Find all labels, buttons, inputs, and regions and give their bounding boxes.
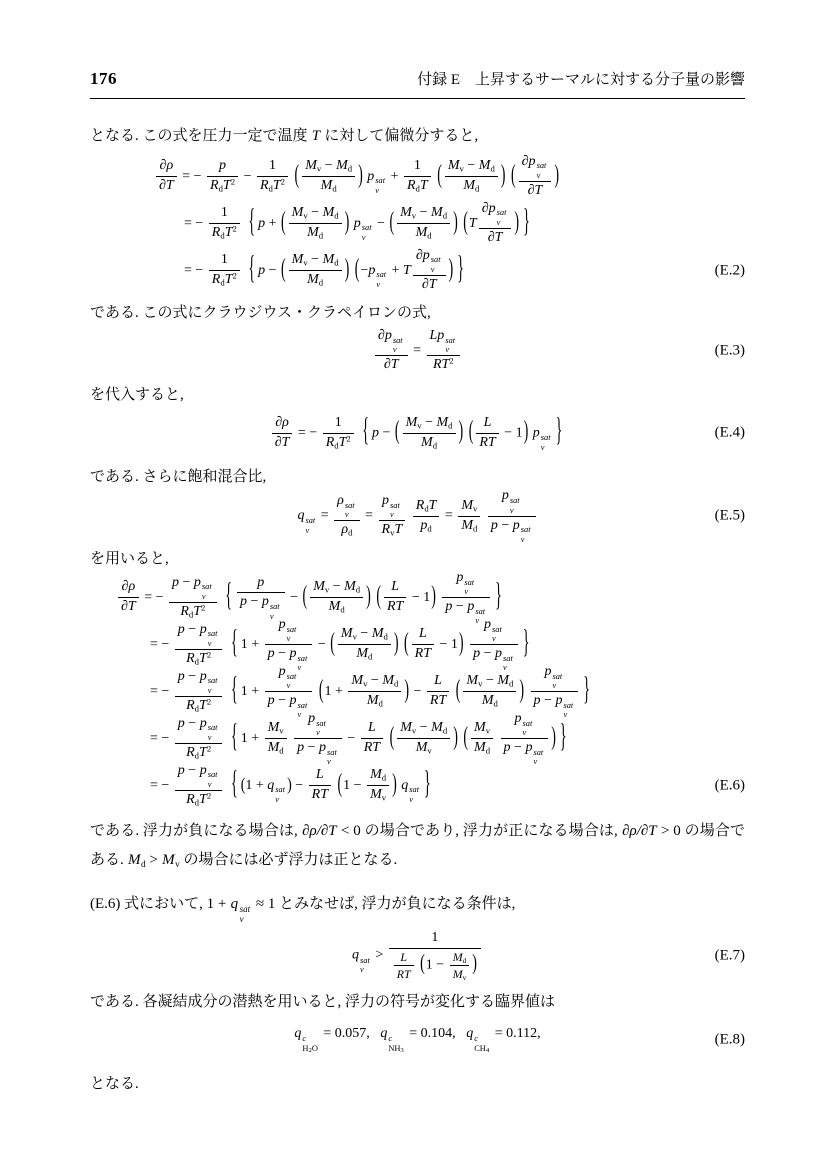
equation-e6-line-2: = − p − p sat v $R_dT^2$ { 1 + p sat v p − p sat v − ( $\frac{M_v - M_d}{M_d}$ ) ( $\frac{L}{RT}$ − 1) p sat v p − p sat v } xyxy=(150,616,530,673)
equation-tag-e6: (E.6) xyxy=(714,777,745,793)
equation-tag-e5: (E.5) xyxy=(714,507,745,524)
equation-e8: q c $H_2O$ = 0.057, q c $NH_3$ = 0.104, q c $CH_4$ = 0.112, (E.8) xyxy=(294,1026,745,1054)
running-head: 付録 E 上昇するサーマルに対する分子量の影響 xyxy=(417,72,745,88)
paragraph-7: (E.6) 式において, 1 + q sat v ≈ 1 とみなせば, 浮力が負になる条件は, xyxy=(90,896,516,925)
equation-e2-line-3: = − 1 $R_dT^2$ { p − ( $\frac{M_v - M_d}{M_d}$ ) (−p sat v + T ∂p sat v ∂T ) } (E.2) xyxy=(184,247,745,292)
paragraph-6: である. 浮力が負になる場合は, ∂ρ/∂T < 0 の場合であり, 浮力が正になる場合は, ∂ρ/∂T > 0 の場合である. $M_d > M_v$ の場合には必ず浮力は正となる. xyxy=(90,823,745,870)
equation-tag-e3: (E.3) xyxy=(714,342,745,359)
paragraph-1: となる. この式を圧力一定で温度 T に対して偏微分すると, xyxy=(90,128,479,144)
equation-e5: q sat v = ρ sat v $\rho_d$ = p sat v $R_vT$ $R_dT$ $p_d$ = $\frac{M_v}{M_d}$ p sat v p − p sat v (E.5) xyxy=(297,488,745,544)
paragraph-5: を用いると, xyxy=(90,551,169,567)
equation-tag-e8: (E.8) xyxy=(714,1031,745,1048)
page-number: 176 xyxy=(90,69,117,88)
paragraph-4: である. さらに飽和混合比, xyxy=(90,469,267,485)
equation-e6-line-4: = − p − p sat v $R_dT^2$ { 1 + $\frac{M_v}{M_d}$ p sat v p − p sat v − $\frac{L}{RT}$ ( $\frac{M_v - M_d}{M_v}$ ) ( $\frac{M_v}{M_d}$ p sat v p − p sat v ) } xyxy=(150,710,567,767)
equation-e6-line-5: = − p − p sat v $R_dT^2$ { (1 + q sat v ) − $\frac{L}{RT}$ (1 − $\frac{M_d}{M_v}$ ) q sat v } (E.6) xyxy=(150,762,745,808)
paragraph-3: を代入すると, xyxy=(90,387,184,403)
equation-e6-line-3: = − p − p sat v $R_dT^2$ { 1 + p sat v p − p sat v (1 + $\frac{M_v - M_d}{M_d}$ ) − $\frac{L}{RT}$ ( $\frac{M_v - M_d}{M_d}$ ) p sat v p − p sat v } xyxy=(150,663,590,720)
equation-e2 xyxy=(90,153,745,294)
equation-e2-line-2: = − 1 $R_dT^2$ { p + ( $\frac{M_v - M_d}{M_d}$ ) p sat v − ( $\frac{M_v - M_d}{M_d}$ ) (T ∂p sat v ∂T ) } xyxy=(184,200,530,245)
equation-e3: ∂p sat v ∂T = Lp sat v $RT^2$ (E.3) xyxy=(90,326,745,376)
paragraph-2: である. この式にクラウジウス・クラペイロンの式, xyxy=(90,305,431,321)
equation-tag-e7: (E.7) xyxy=(714,947,745,964)
equation-tag-e2: (E.2) xyxy=(714,262,745,278)
page-header xyxy=(90,68,745,99)
equation-e6-line-1: $\frac{\partial\rho}{\partial T}$ = − p − p sat v $R_dT^2$ { p p − p sat v − ( $\frac{M_v - M_d}{M_d}$ ) ( $\frac{L}{RT}$ − 1) p sat v p − p sat v } xyxy=(90,574,745,621)
equation-tag-e4: (E.4) xyxy=(714,424,745,441)
paragraph-8: である. 各凝結成分の潜熱を用いると, 浮力の符号が変化する臨界値は xyxy=(90,993,556,1010)
equation-e2-line-1: $\frac{\partial\rho}{\partial T}$ = − p $R_dT^2$ − 1 $R_dT^2$ ( $\frac{M_v - M_d}{M_d}$ ) p sat v + 1 $R_dT$ ( $\frac{M_v - M_d}{M_d}$ ) ( ∂p sat v ∂T ) xyxy=(90,153,745,200)
equation-e7: q sat v > 1 $\frac{L}{RT}$ (1 − $\frac{M_d}{M_v}$ ) (E.7) xyxy=(352,930,745,983)
paragraph-9: となる. xyxy=(90,1075,139,1092)
equation-e4: $\frac{\partial\rho}{\partial T}$ = − 1 $R_dT^2$ { p − ( $\frac{M_v - M_d}{M_d}$ ) ( $\frac{L}{RT}$ − 1) p sat v } (E.4) xyxy=(90,408,745,458)
equation-e6 xyxy=(90,569,745,809)
